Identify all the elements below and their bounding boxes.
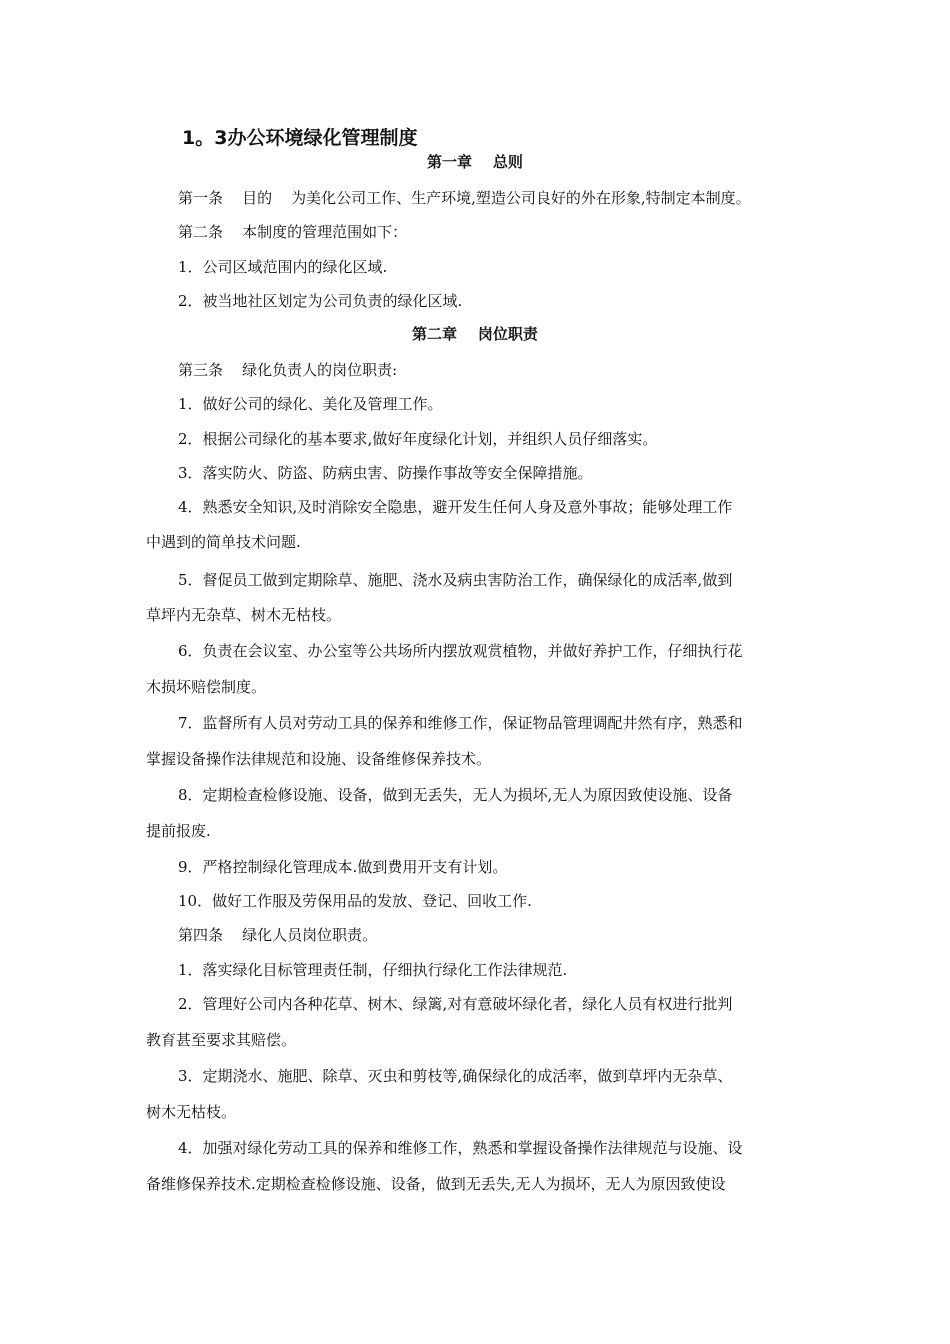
paragraph-line: 10．做好工作服及劳保用品的发放、登记、回收工作.	[178, 892, 532, 910]
paragraph-line: 3．落实防火、防盗、防病虫害、防操作事故等安全保障措施。	[178, 464, 593, 482]
paragraph-line: 教育甚至要求其赔偿。	[146, 1031, 297, 1049]
paragraph-line: 树木无枯枝。	[146, 1103, 237, 1121]
paragraph-line: 1．公司区域范围内的绿化区域.	[178, 258, 388, 276]
paragraph-line: 第一条 目的 为美化公司工作、生产环境,塑造公司良好的外在形象,特制定本制度。	[178, 189, 751, 207]
paragraph-line: 草坪内无杂草、树木无枯枝。	[146, 606, 342, 624]
paragraph-line: 3．定期浇水、施肥、除草、灭虫和剪枝等,确保绿化的成活率，做到草坪内无杂草、	[178, 1067, 733, 1085]
paragraph-line: 8．定期检查检修设施、设备，做到无丢失，无人为损坏,无人为原因致使设施、设备	[178, 786, 733, 804]
paragraph-line: 掌握设备操作法律规范和设施、设备维修保养技术。	[146, 750, 492, 768]
paragraph-line: 5．督促员工做到定期除草、施肥、浇水及病虫害防治工作，确保绿化的成活率,做到	[178, 571, 733, 589]
paragraph-line: 6．负责在会议室、办公室等公共场所内摆放观赏植物，并做好养护工作，仔细执行花	[178, 642, 743, 660]
paragraph-line: 2．管理好公司内各种花草、树木、绿篱,对有意破坏绿化者，绿化人员有权进行批判	[178, 995, 733, 1013]
paragraph-line: 1．落实绿化目标管理责任制，仔细执行绿化工作法律规范.	[178, 961, 568, 979]
paragraph-line: 4．加强对绿化劳动工具的保养和维修工作，熟悉和掌握设备操作法律规范与设施、设	[178, 1139, 743, 1157]
paragraph-line: 提前报废.	[146, 822, 211, 840]
paragraph-line: 第三条 绿化负责人的岗位职责:	[178, 361, 398, 379]
document-title: 1。3办公环境绿化管理制度	[182, 127, 418, 149]
paragraph-line: 2．根据公司绿化的基本要求,做好年度绿化计划，并组织人员仔细落实。	[178, 430, 658, 448]
paragraph-line: 第二条 本制度的管理范围如下：	[178, 223, 408, 241]
paragraph-line: 9．严格控制绿化管理成本.做到费用开支有计划。	[178, 858, 508, 876]
paragraph-line: 中遇到的简单技术问题.	[146, 533, 301, 551]
paragraph-line: 木损坏赔偿制度。	[146, 678, 267, 696]
paragraph-line: 1．做好公司的绿化、美化及管理工作。	[178, 395, 443, 413]
chapter-2-heading: 第二章 岗位职责	[412, 325, 538, 343]
paragraph-line: 2．被当地社区划定为公司负责的绿化区域.	[178, 292, 463, 310]
paragraph-line: 7．监督所有人员对劳动工具的保养和维修工作，保证物品管理调配井然有序，熟悉和	[178, 714, 743, 732]
paragraph-line: 第四条 绿化人员岗位职责。	[178, 926, 378, 944]
chapter-1-heading: 第一章 总则	[427, 153, 523, 171]
paragraph-line: 4．熟悉安全知识,及时消除安全隐患，避开发生任何人身及意外事故；能够处理工作	[178, 498, 733, 516]
paragraph-line: 备维修保养技术.定期检查检修设施、设备，做到无丢失,无人为损坏，无人为原因致使设	[146, 1175, 726, 1193]
